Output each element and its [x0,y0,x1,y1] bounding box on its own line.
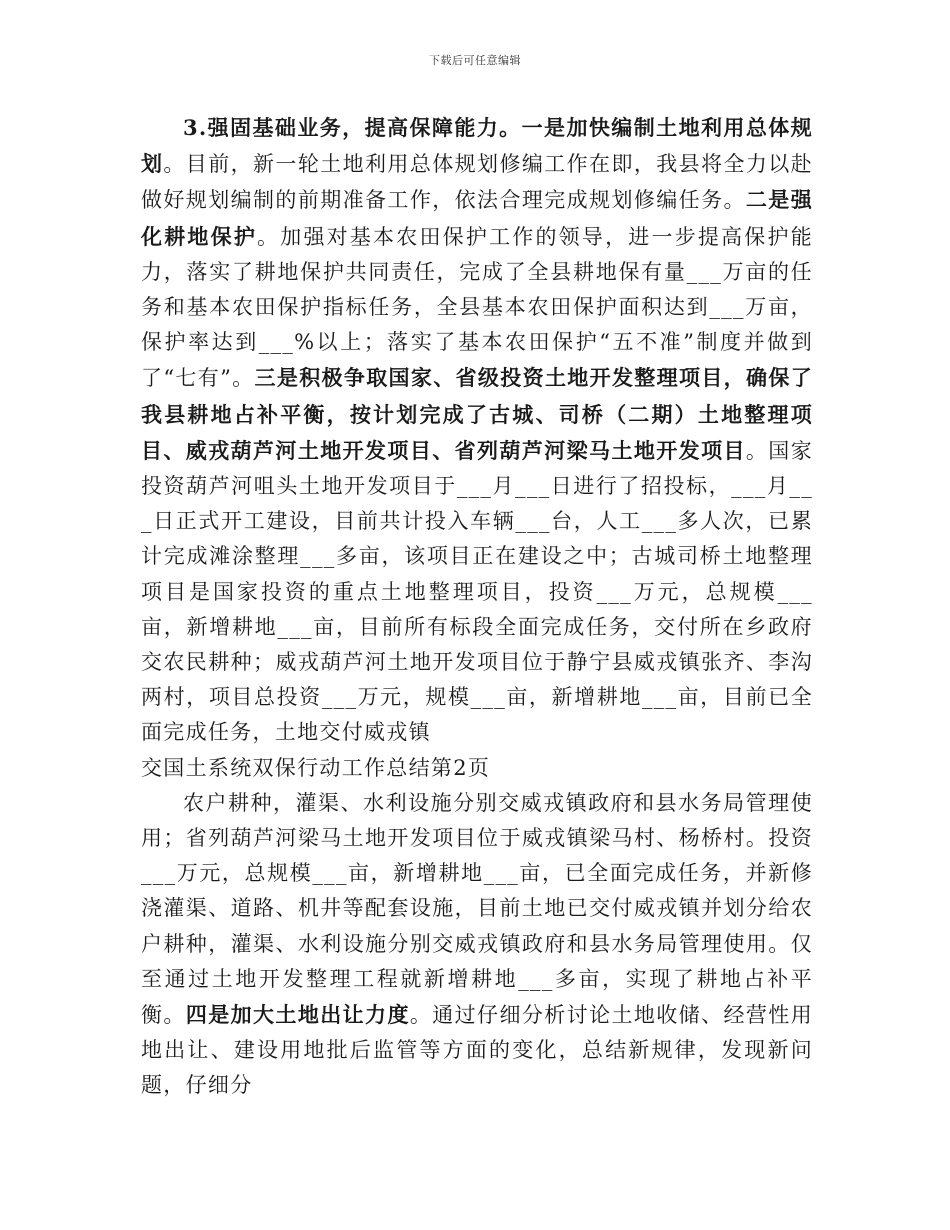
bold-heading-farmland: 二是强化耕地保护 [141,187,813,249]
document-body [141,110,813,1104]
bold-heading-projects: 三是积极争取国家、省级投资土地开发整理项目，确保了我县耕地占补平衡，按计划完成了古城、司桥（二期）土地整理项目、威戎葫芦河土地开发项目、省列葫芦河梁马土地开发项目 [141,365,813,463]
body-text: 。目前，新一轮土地利用总体规划修编工作在即，我县将全力以赴做好规划编制的前期准备工作，依法合理完成规划修编任务。 [141,152,813,213]
body-text: 。通过仔细分析讨论土地收储、经营性用地出让、建设用地批后监管等方面的变化，总结新规律，发现新问题，仔细分 [141,1003,813,1098]
body-text: 农户耕种，灌渠、水利设施分别交威戎镇政府和县水务局管理使用；省列葫芦河梁马土地开发项目位于威戎镇梁马村、杨桥村。投资___万元，总规模___亩，新增耕地___亩，已全面完成任务，并新修浇灌渠、道路、机井等配套设施，目前土地已交付威戎镇并划分给农户耕种，灌渠、水利设施分别交威戎镇政府和县水务局管理使用。仅至通过土地开发整理工程就新增耕地___多亩，实现了耕地占补平衡。 [141,790,813,1028]
bold-heading-planning: 3.强固基础业务，提高保障能力。一是加快编制土地利用总体规划 [141,115,813,177]
paragraph-land-planning [141,110,813,751]
bold-heading-land-transfer: 四是加大土地出让力度 [185,1002,410,1028]
page-break-line: 交国土系统双保行动工作总结第2页 [141,755,491,780]
body-text: 。加强对基本农田保护工作的领导，进一步提高保护能力，落实了耕地保护共同责任，完成了全县耕地保有量___万亩的任务和基本农田保护指标任务，全县基本农田保护面积达到___万亩，保护率达到___%以上；落实了基本农田保护“五不准”制度并做到了“七有”。 [141,224,814,391]
page-header: 下载后可任意编辑 [429,54,521,67]
paragraph-continued [141,786,813,1104]
body-text: 。国家投资葫芦河咀头土地开发项目于___月___日进行了招投标，___月___日正式开工建设，目前共计投入车辆___台，人工___多人次，已累计完成滩涂整理___多亩，该项目正在建设之中；古城司桥土地整理项目是国家投资的重点土地整理项目，投资___万元，总规模___亩，新增耕地___亩，目前所有标段全面完成任务，交付所在乡政府交农民耕种；威戎葫芦河土地开发项目位于静宁县威戎镇张齐、李沟两村，项目总投资___万元，规模___亩，新增耕地___亩，目前已全面完成任务，土地交付威戎镇 [141,438,813,745]
